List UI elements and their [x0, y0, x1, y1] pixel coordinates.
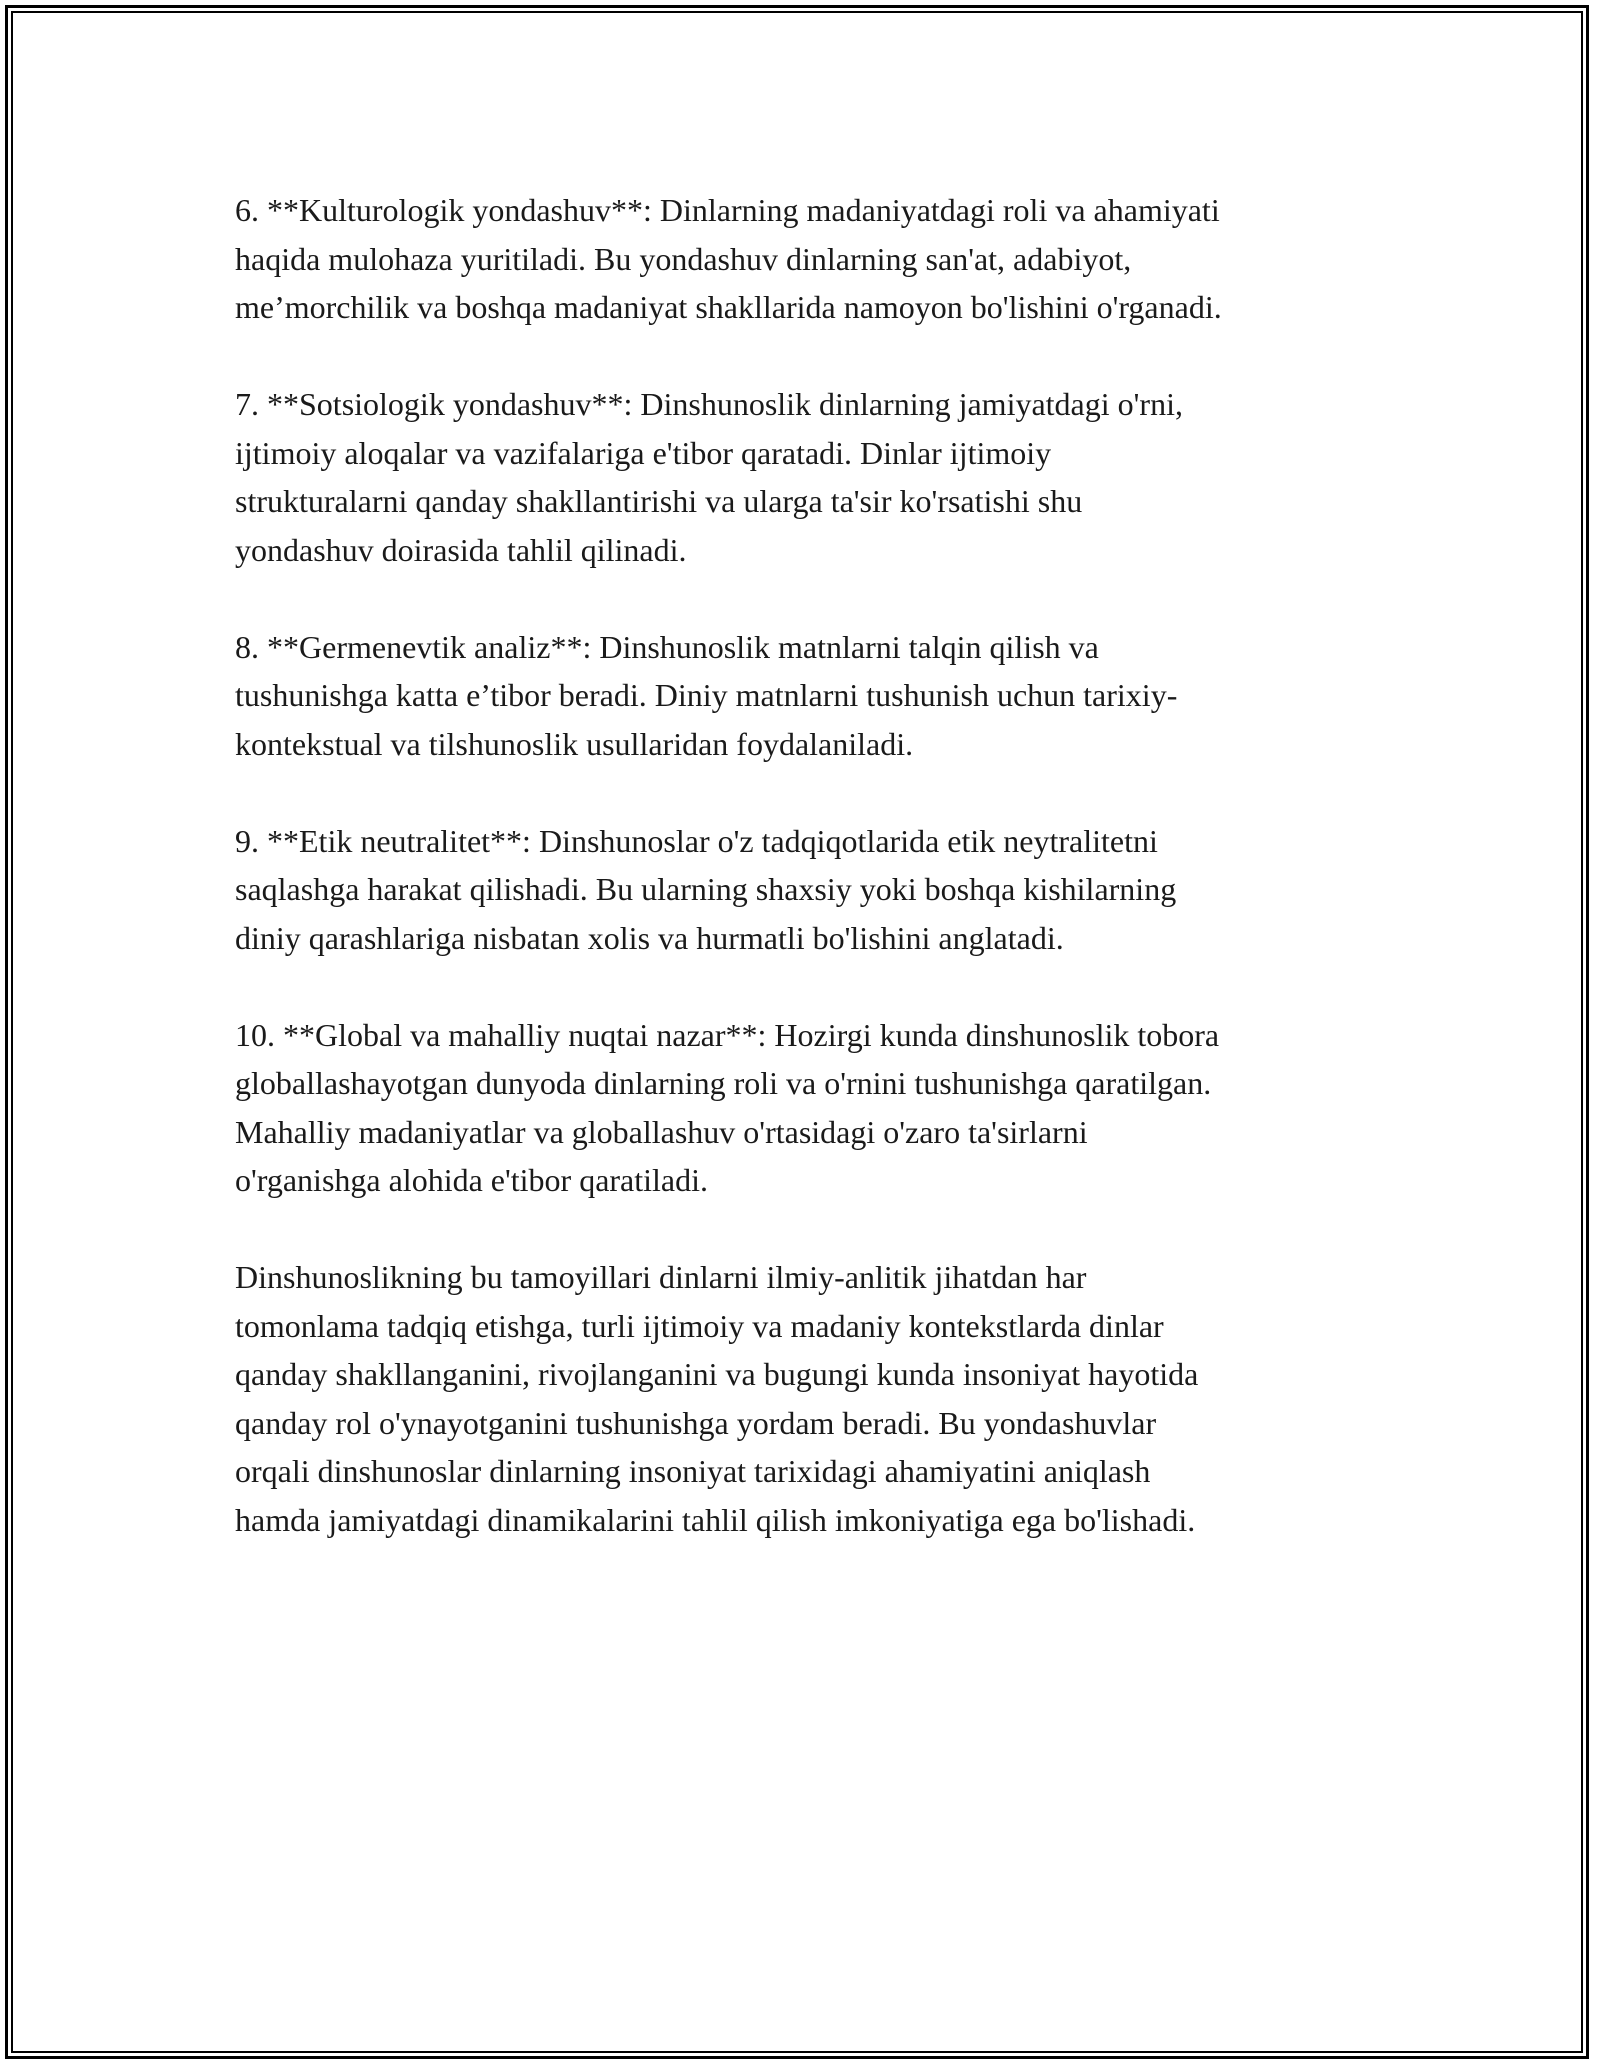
text-line: qanday shakllanganini, rivojlanganini va bugungi kunda insoniyat hayotida	[235, 1356, 1199, 1392]
paragraph-sotsiologik	[235, 380, 1385, 574]
paragraph-kulturologik	[235, 186, 1385, 332]
text-line: o'rganishga alohida e'tibor qaratiladi.	[235, 1162, 709, 1198]
text-line: Mahalliy madaniyatlar va globallashuv o'rtasidagi o'zaro ta'sirlarni	[235, 1113, 1088, 1150]
text-line: kontekstual va tilshunoslik usullaridan foydalaniladi.	[235, 725, 914, 762]
paragraph-global-mahalliy	[235, 1011, 1385, 1205]
text-line: haqida mulohaza yuritiladi. Bu yondashuv dinlarning san'at, adabiyot,	[235, 240, 1132, 277]
paragraph-etik-neutralitet	[235, 817, 1385, 963]
text-line: tomonlama tadqiq etishga, turli ijtimoiy va madaniy kontekstlarda dinlar	[235, 1307, 1164, 1344]
text-line: orqali dinshunoslar dinlarning insoniyat tarixidagi ahamiyatini aniqlash	[235, 1453, 1151, 1489]
text-line: tushunishga katta e’tibor beradi. Diniy matnlarni tushunish uchun tarixiy-	[235, 677, 1178, 713]
text-line: saqlashga harakat qilishadi. Bu ularning shaxsiy yoki boshqa kishilarning	[235, 871, 1177, 907]
text-line: me’morchilik va boshqa madaniyat shakllarida namoyon bo'lishini o'rganadi.	[235, 289, 1222, 325]
text-line: 6. **Kulturologik yondashuv**: Dinlarning madaniyatdagi roli va ahamiyati	[235, 192, 1220, 228]
paragraph-conclusion	[235, 1253, 1385, 1544]
text-line: diniy qarashlariga nisbatan xolis va hurmatli bo'lishini anglatadi.	[235, 919, 1064, 956]
text-line: yondashuv doirasida tahlil qilinadi.	[235, 531, 687, 568]
document-body	[235, 186, 1385, 1593]
text-line: 9. **Etik neutralitet**: Dinshunoslar o'z tadqiqotlarida etik neytralitetni	[235, 822, 1158, 859]
text-line: ijtimoiy aloqalar va vazifalariga e'tibor qaratadi. Dinlar ijtimoiy	[235, 434, 1052, 471]
text-line: 7. **Sotsiologik yondashuv**: Dinshunoslik dinlarning jamiyatdagi o'rni,	[235, 386, 1183, 422]
text-line: strukturalarni qanday shakllantirishi va ularga ta'sir ko'rsatishi shu	[235, 483, 1083, 519]
text-line: 8. **Germenevtik analiz**: Dinshunoslik matnlarni talqin qilish va	[235, 628, 1099, 665]
text-line: Dinshunoslikning bu tamoyillari dinlarni ilmiy-anlitik jihatdan har	[235, 1259, 1087, 1295]
paragraph-germenevtik	[235, 623, 1385, 769]
text-line: hamda jamiyatdagi dinamikalarini tahlil qilish imkoniyatiga ega bo'lishadi.	[235, 1501, 1196, 1538]
text-line: 10. **Global va mahalliy nuqtai nazar**: Hozirgi kunda dinshunoslik tobora	[235, 1016, 1220, 1053]
text-line: qanday rol o'ynayotganini tushunishga yordam beradi. Bu yondashuvlar	[235, 1404, 1157, 1441]
text-line: globallashayotgan dunyoda dinlarning roli va o'rnini tushunishga qaratilgan.	[235, 1065, 1212, 1101]
